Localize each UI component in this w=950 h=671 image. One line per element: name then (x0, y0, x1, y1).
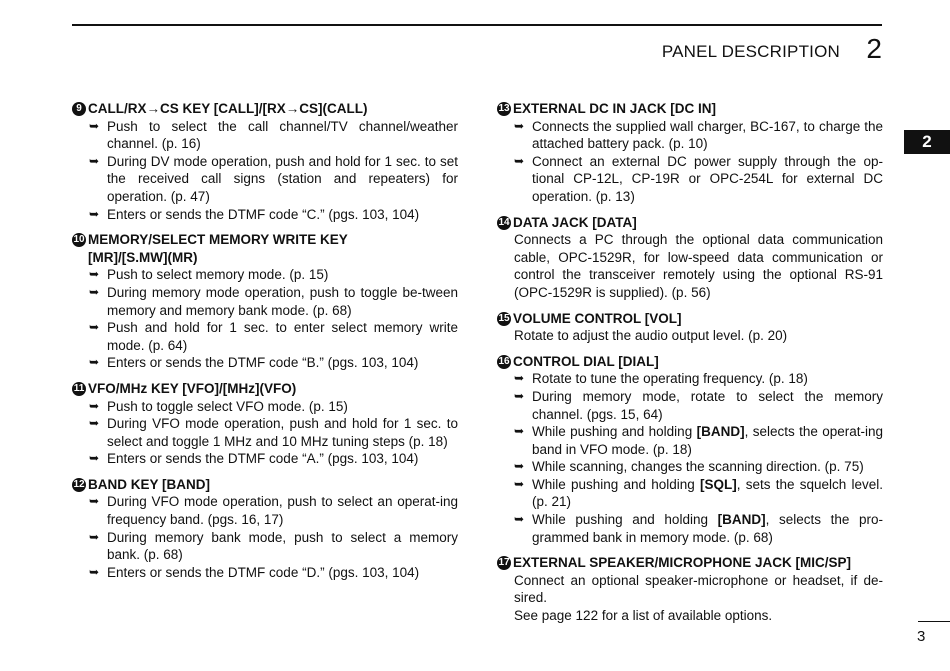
bullet-arrow-icon: ➥ (89, 267, 100, 282)
bullet-item (497, 118, 883, 153)
bullet-text: Push to select the call channel/TV channel/weather channel. (p. 16) (107, 118, 458, 152)
bullet-item (497, 153, 883, 206)
section-title-line: BAND KEY [BAND] (88, 476, 211, 492)
section-title-line: DATA JACK [DATA] (513, 214, 637, 230)
bullet-arrow-icon: ➥ (514, 153, 525, 168)
section-title-line: [MR]/[S.MW](MR) (88, 249, 198, 265)
bullet-arrow-icon: ➥ (514, 476, 525, 491)
bullet-text: While pushing and holding (532, 424, 697, 440)
chapter-number: 2 (866, 33, 882, 64)
bullet-arrow-icon: ➥ (514, 388, 525, 403)
bullet-text: Rotate to tune the operating frequency. (p. 18) (532, 371, 808, 387)
bullet-arrow-icon: ➥ (89, 564, 100, 579)
bullet-text: During memory bank mode, push to select a memory bank. (p. 68) (107, 529, 458, 563)
bullet-text: , selects the pro-grammed bank in memory mode. (p. 68) (532, 512, 883, 545)
bullet-text: Enters or sends the DTMF code “A.” (pgs. 103, 104) (107, 451, 419, 467)
bullet-item (497, 423, 883, 458)
bullet-item (497, 511, 883, 546)
bullet-arrow-icon: ➥ (514, 459, 525, 474)
section-title (497, 353, 883, 371)
item-number-badge: 17 (498, 557, 510, 569)
item-number-badge: 11 (73, 382, 85, 394)
section-title (497, 100, 883, 118)
bullet-item (497, 476, 883, 511)
bullet-arrow-icon: ➥ (89, 118, 100, 133)
bullet-item (72, 450, 458, 468)
footer-rule (918, 621, 950, 622)
bullet-text: While pushing and holding (532, 476, 701, 492)
item-number-badge: 9 (72, 102, 86, 116)
left-column (72, 100, 458, 589)
item-number-badge: 16 (498, 355, 510, 367)
item-number-badge: 10 (73, 234, 85, 246)
bullet-arrow-icon: ➥ (89, 398, 100, 413)
bullet-text: Connects the supplied wall charger, BC-167, to charge the attached battery pack. (p. 10) (532, 118, 883, 152)
item-number-badge: 14 (498, 216, 510, 228)
key-name: [BAND] (696, 424, 745, 440)
item-number-badge: 15 (498, 312, 510, 324)
item-number-badge: 12 (73, 478, 85, 490)
section-title (72, 100, 458, 118)
bullet-text: During memory mode operation, push to toggle be-tween memory and memory bank mode. (p. 68) (107, 284, 458, 318)
bullet-arrow-icon: ➥ (514, 424, 525, 439)
section-title-line: MEMORY/SELECT MEMORY WRITE KEY (88, 232, 348, 248)
bullet-arrow-icon: ➥ (89, 355, 100, 370)
bullet-arrow-icon: ➥ (514, 118, 525, 133)
bullet-text: During DV mode operation, push and hold for 1 sec. to set the received call signs (station and repeaters) for operation. (p. 47) (107, 153, 458, 204)
bullet-arrow-icon: ➥ (514, 512, 525, 527)
section-14 (497, 214, 883, 302)
section-title-line: VFO/MHz KEY [VFO]/[MHz](VFO) (88, 380, 297, 396)
item-number-badge: 13 (498, 103, 510, 114)
bullet-arrow-icon: ➥ (89, 451, 100, 466)
section-title-line: VOLUME CONTROL [VOL] (513, 310, 682, 326)
bullet-text: Enters or sends the DTMF code “C.” (pgs. 103, 104) (107, 206, 420, 222)
bullet-item (72, 319, 458, 354)
bullet-item (72, 354, 458, 372)
section-title (72, 231, 458, 266)
bullet-item (72, 398, 458, 416)
section-13 (497, 100, 883, 206)
description-text: Rotate to adjust the audio output level. (p. 20) (514, 328, 788, 344)
section-title (497, 310, 883, 328)
bullet-arrow-icon: ➥ (89, 416, 100, 431)
bullet-item (72, 153, 458, 206)
bullet-item (72, 266, 458, 284)
section-title-line: CALL/RX→CS KEY [CALL]/[RX→CS](CALL) (88, 101, 368, 116)
section-10 (72, 231, 458, 372)
bullet-text: Connect an external DC power supply through the op-tional CP-12L, CP-19R or OPC-254L for external DC operation. (p. 13) (532, 153, 883, 204)
description-text: Connects a PC through the optional data communication cable, OPC-1529R, for low-speed data communication or control the transceiver remotely using the optional RS-91 (OPC-1529R is supplied). (p. 56) (514, 232, 883, 300)
bullet-item (497, 458, 883, 476)
bullet-item (72, 564, 458, 582)
bullet-arrow-icon: ➥ (89, 206, 100, 221)
section-title-line: EXTERNAL DC IN JACK [DC IN] (513, 101, 717, 116)
bullet-arrow-icon: ➥ (89, 320, 100, 335)
section-title (72, 476, 458, 494)
section-15 (497, 310, 883, 345)
bullet-text: , selects the operat-ing band in VFO mode. (p. 18) (532, 424, 883, 457)
bullet-item (72, 493, 458, 528)
bullet-item (72, 529, 458, 564)
description-text: See page 122 for a list of available options. (514, 608, 773, 624)
section-title (497, 214, 883, 232)
section-11 (72, 380, 458, 468)
section-title (72, 380, 458, 398)
bullet-item (72, 415, 458, 450)
description-text: Connect an optional speaker-microphone or headset, if de-sired. (514, 572, 883, 606)
bullet-arrow-icon: ➥ (89, 494, 100, 509)
bullet-text: Push and hold for 1 sec. to enter select memory write mode. (p. 64) (107, 320, 458, 353)
bullet-text: , sets the squelch level. (p. 21) (532, 476, 883, 510)
bullet-item (497, 388, 883, 423)
chapter-side-tab: 2 (904, 130, 950, 154)
bullet-item (72, 206, 458, 224)
bullet-item (72, 118, 458, 153)
bullet-arrow-icon: ➥ (89, 284, 100, 299)
page-header-title: PANEL DESCRIPTION (661, 42, 840, 61)
bullet-text: Push to toggle select VFO mode. (p. 15) (107, 398, 348, 414)
section-title (497, 554, 883, 572)
section-title-line: CONTROL DIAL [DIAL] (513, 353, 659, 369)
bullet-text: While scanning, changes the scanning direction. (p. 75) (532, 459, 864, 475)
bullet-arrow-icon: ➥ (89, 153, 100, 168)
bullet-text: During VFO mode operation, push and hold for 1 sec. to select and toggle 1 MHz and 10 MHz tuning steps (p. 18) (107, 416, 458, 449)
right-column (497, 100, 883, 633)
section-17 (497, 554, 883, 624)
bullet-text: During memory mode, rotate to select the memory channel. (pgs. 15, 64) (532, 388, 883, 422)
bullet-item (497, 370, 883, 388)
bullet-arrow-icon: ➥ (514, 371, 525, 386)
bullet-text: Enters or sends the DTMF code “B.” (pgs. 103, 104) (107, 355, 419, 371)
section-12 (72, 476, 458, 582)
bullet-text: Push to select memory mode. (p. 15) (107, 267, 329, 283)
top-rule (72, 24, 882, 26)
section-9 (72, 100, 458, 223)
key-name: [BAND] (717, 512, 766, 528)
section-16 (497, 353, 883, 547)
section-title-line: EXTERNAL SPEAKER/MICROPHONE JACK [MIC/SP] (513, 555, 852, 571)
key-name: [SQL] (700, 476, 737, 492)
bullet-item (72, 284, 458, 319)
bullet-text: Enters or sends the DTMF code “D.” (pgs. 103, 104) (107, 564, 420, 580)
bullet-arrow-icon: ➥ (89, 529, 100, 544)
bullet-text: During VFO mode operation, push to select an operat-ing frequency band. (pgs. 16, 17) (107, 494, 458, 528)
page-number: 3 (917, 628, 926, 645)
bullet-text: While pushing and holding (532, 512, 718, 528)
